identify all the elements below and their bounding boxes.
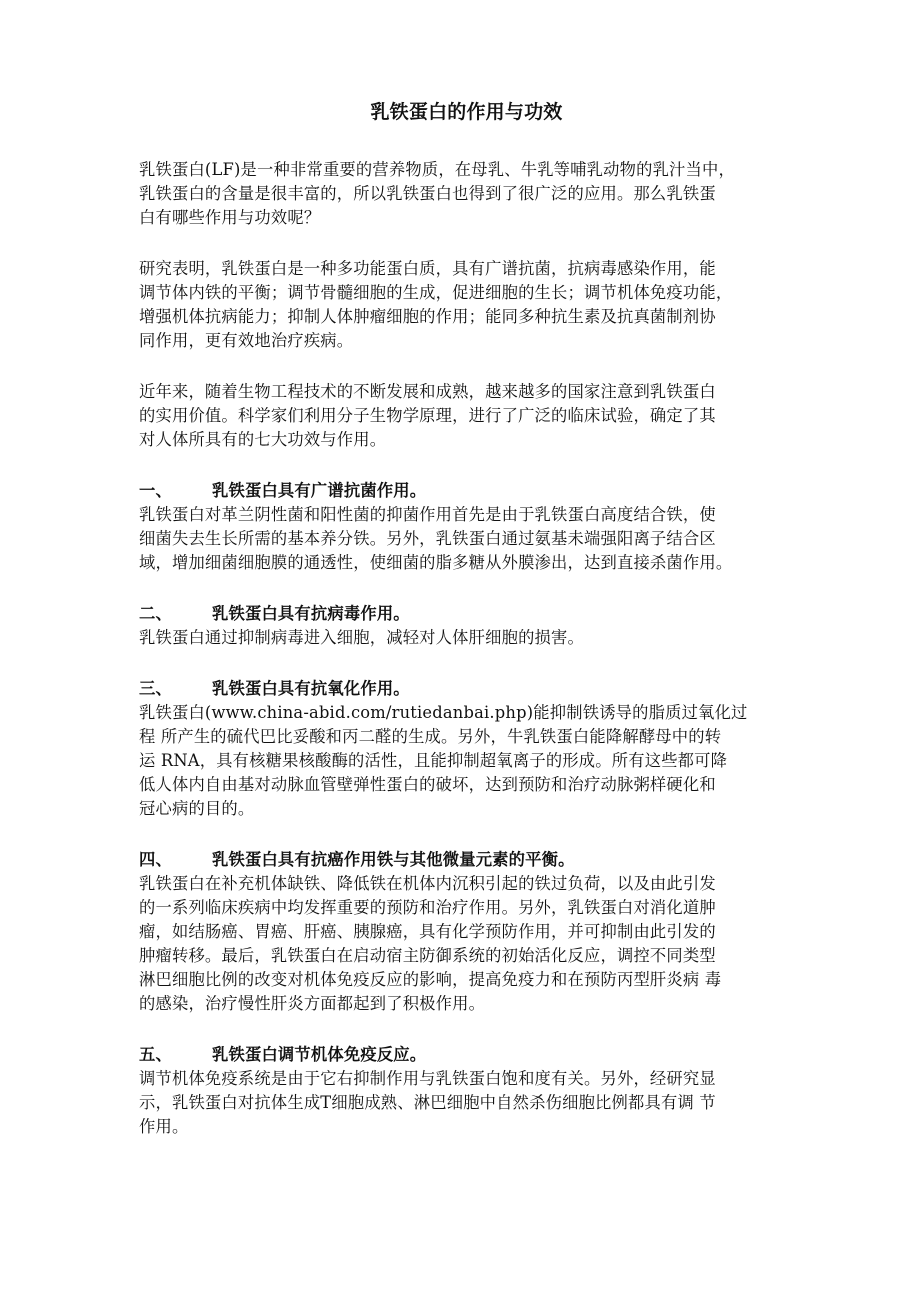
intro-paragraph-3: 近年来，随着生物工程技术的不断发展和成熟，越来越多的国家注意到乳铁蛋白 的实用价值。科学家们利用分子生物学原理，进行了广泛的临床试验，确定了其 对人体所具有的七大功效与作用。 — [139, 382, 716, 449]
section-body: 乳铁蛋白对革兰阴性菌和阳性菌的抑菌作用首先是由于乳铁蛋白高度结合铁，使 细菌失去生长所需的基本养分铁。另外，乳铁蛋白通过氨基未端强阳离子结合区 域，增加细菌细胞膜的通透性，使细菌的脂多糖从外膜渗出，达到直接杀菌作用。 — [139, 505, 733, 572]
section-heading — [139, 677, 794, 701]
section-heading — [139, 848, 794, 872]
section-3 — [139, 677, 794, 821]
section-5 — [139, 1043, 794, 1139]
section-number: 二、 — [139, 604, 172, 623]
section-heading-text: 乳铁蛋白具有抗病毒作用。 — [212, 604, 410, 623]
section-body: 乳铁蛋白在补充机体缺铁、降低铁在机体内沉积引起的铁过负荷，以及由此引发 的一系列临床疾病中均发挥重要的预防和治疗作用。另外，乳铁蛋白对消化道肿 瘤，如结肠癌、胃癌、肝癌、胰腺癌，具有化学预防作用，并可抑制由此引发的 肿瘤转移。最后，乳铁蛋白在启动宿主防御系统的初始活化反应，调控不同类型 淋巴细胞比例的改变对机体免疫反应的影响，提高免疫力和在预防丙型肝炎病 毒 的感染，治疗慢性肝炎方面都起到了积极作用。 — [139, 874, 722, 1013]
intro-paragraph-2: 研究表明，乳铁蛋白是一种多功能蛋白质，具有广谱抗菌，抗病毒感染作用，能 调节体内铁的平衡；调节骨髓细胞的生成，促进细胞的生长；调节机体免疫功能， 增强机体抗病能力；抑制人体肿瘤细胞的作用；能同多种抗生素及抗真菌制剂协 同作用，更有效地治疗疾病。 — [139, 259, 733, 350]
section-heading — [139, 1043, 794, 1067]
document-page — [139, 96, 794, 1166]
section-heading-text: 乳铁蛋白具有抗氧化作用。 — [212, 679, 410, 698]
section-number: 三、 — [139, 679, 172, 698]
section-2 — [139, 602, 794, 650]
section-heading — [139, 602, 794, 626]
section-number: 四、 — [139, 850, 172, 869]
section-4 — [139, 848, 794, 1016]
section-1 — [139, 479, 794, 575]
section-heading-text: 乳铁蛋白调节机体免疫反应。 — [212, 1045, 427, 1064]
section-heading-text: 乳铁蛋白具有广谱抗菌作用。 — [212, 481, 427, 500]
section-heading-text: 乳铁蛋白具有抗癌作用铁与其他微量元素的平衡。 — [212, 850, 575, 869]
section-heading — [139, 479, 794, 503]
section-number: 一、 — [139, 481, 172, 500]
intro-paragraph-1: 乳铁蛋白(LF)是一种非常重要的营养物质，在母乳、牛乳等哺乳动物的乳汁当中， 乳铁蛋白的含量是很丰富的，所以乳铁蛋白也得到了很广泛的应用。那么乳铁蛋 白有哪些作用与功效呢？ — [139, 160, 735, 227]
section-number: 五、 — [139, 1045, 172, 1064]
section-body: 调节机体免疫系统是由于它右抑制作用与乳铁蛋白饱和度有关。另外，经研究显 示，乳铁蛋白对抗体生成T细胞成熟、淋巴细胞中自然杀伤细胞比例都具有调 节 作用。 — [139, 1069, 716, 1136]
section-body: 乳铁蛋白(www.china-abid.com/rutiedanbai.php)能抑制铁诱导的脂质过氧化过 程 所产生的硫代巴比妥酸和丙二醛的生成。另外，牛乳铁蛋白能降解酵母中的转 运 RNA，具有核糖果核酸酶的活性，且能抑制超氧离子的形成。所有这些都可降 低人体内自由基对动脉血管壁弹性蛋白的破坏，达到预防和治疗动脉粥样硬化和 冠心病的目的。 — [139, 703, 748, 818]
document-title: 乳铁蛋白的作用与功效 — [370, 101, 563, 123]
section-body: 乳铁蛋白通过抑制病毒进入细胞，减轻对人体肝细胞的损害。 — [139, 628, 584, 647]
